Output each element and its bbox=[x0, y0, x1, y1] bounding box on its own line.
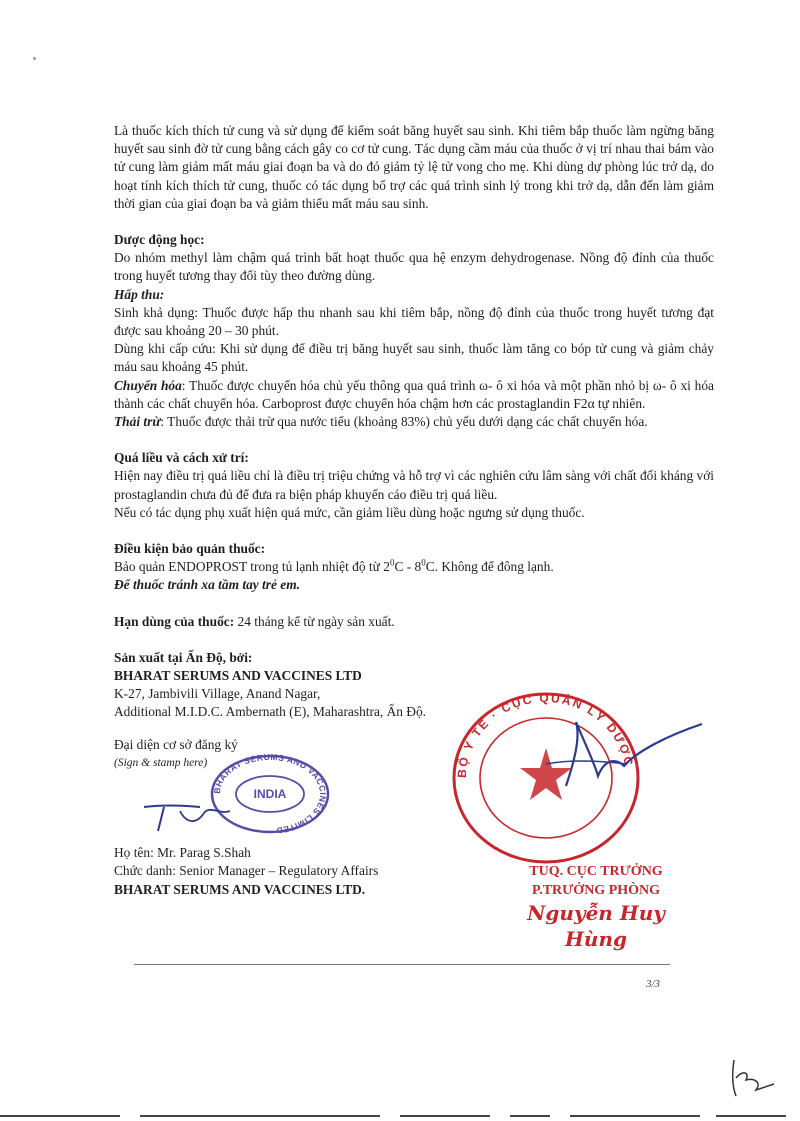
page-number: 3/3 bbox=[646, 978, 661, 990]
metabolism-label: Chuyển hóa bbox=[114, 377, 182, 393]
intro-paragraph: Là thuốc kích thích tử cung và sử dụng để kiểm soát băng huyết sau sinh. Khi tiêm bắp thuốc làm ngừng băng huyết sau sinh đờ tử cung bằng cách gây co cơ tử cung. Tác dụng cầm máu của thuốc ở vị trí nhau thai bám vào tử cung làm giảm mất máu giai đoạn ba và do đó giảm tỷ lệ tử vong cho mẹ. Khi dùng dự phòng lúc trở dạ, do hoạt tính kích thích tử cung, thuốc có tác dụng bổ trợ các quá trình sinh lý trong khi trở dạ, dẫn đến làm giảm thời gian của giai đoạn ba và giảm thiểu mất máu sau sinh. bbox=[114, 123, 714, 211]
storage-warning: Để thuốc tránh xa tầm tay trẻ em. bbox=[114, 577, 300, 593]
scan-edge-line bbox=[0, 1115, 120, 1117]
footer-divider bbox=[134, 964, 670, 965]
overdose-text-1: Hiện nay điều trị quá liều chỉ là điều trị triệu chứng và hỗ trợ vì các nghiên cứu lâm sàng với chất đối kháng với prostaglandin chưa đủ để đưa ra biện pháp khuyến cáo điều trị quá liều. bbox=[114, 468, 714, 502]
storage-text-a: Bảo quản ENDOPROST trong tủ lạnh nhiệt độ từ 2 bbox=[114, 559, 390, 575]
representative-label: Đại diện cơ sở đăng ký bbox=[114, 736, 238, 752]
seal-ring-text: BỘ Y TẾ · CỤC QUẢN LÝ DƯỢC bbox=[454, 690, 637, 779]
official-signature-stroke bbox=[536, 716, 706, 806]
storage-text bbox=[114, 558, 714, 576]
storage-sup-2: 0 bbox=[421, 557, 426, 568]
excretion-text: : Thuốc được thải trừ qua nước tiểu (khoảng 83%) chủ yếu dưới dạng các chất chuyển hóa. bbox=[160, 414, 648, 430]
absorption-label: Hấp thu: bbox=[114, 286, 165, 302]
scan-edge-line bbox=[570, 1115, 700, 1117]
manufacturer-name: BHARAT SERUMS AND VACCINES LTD bbox=[114, 668, 362, 684]
storage-sup-1: 0 bbox=[389, 557, 395, 568]
pk-heading: Dược động học: bbox=[114, 232, 205, 248]
scan-edge-line bbox=[510, 1115, 550, 1117]
scan-edge-line bbox=[400, 1115, 490, 1117]
official-signatory bbox=[496, 862, 696, 952]
pk-text: Do nhóm methyl làm chậm quá trình bất hoạt thuốc qua hệ enzym dehydrogenase. Nồng độ đỉnh của thuốc trong huyết tương thay đổi tùy theo đường dùng. bbox=[114, 250, 714, 284]
metabolism-text: : Thuốc được chuyển hóa chủ yếu thông qua quá trình ω- ô xi hóa và một phần nhỏ bị ω- ô xi hóa thành các chất chuyển hóa. Carboprost được chuyển hóa chậm hơn các prostaglandin F2α tự nhiên. bbox=[114, 377, 714, 411]
storage-heading: Điều kiện bảo quản thuốc: bbox=[114, 541, 266, 557]
representative-signature bbox=[140, 795, 260, 835]
metabolism-paragraph bbox=[114, 377, 714, 413]
stamp-ring-text: BHARAT SERUMS AND VACCINES LIMITED bbox=[211, 752, 329, 836]
excretion-label: Thải trừ bbox=[114, 414, 161, 430]
shelf-life bbox=[114, 613, 714, 631]
official-signature-name: Nguyễn Huy Hùng bbox=[527, 901, 665, 951]
representative-title: Chức danh: Senior Manager – Regulatory Affairs bbox=[114, 863, 379, 879]
manufacturer-address-2: Additional M.I.D.C. Ambernath (E), Maharashtra, Ấn Độ. bbox=[114, 704, 427, 720]
shelf-life-label: Hạn dùng của thuốc: bbox=[114, 613, 235, 629]
representative-company: BHARAT SERUMS AND VACCINES LTD. bbox=[114, 881, 366, 897]
storage-text-c: C. Không để đông lạnh. bbox=[425, 559, 554, 575]
sign-note: (Sign & stamp here) bbox=[114, 756, 208, 769]
storage-text-b: C - 8 bbox=[394, 559, 422, 575]
manufacturer-heading: Sản xuất tại Ấn Độ, bởi: bbox=[114, 649, 253, 665]
overdose-text-2: Nếu có tác dụng phụ xuất hiện quá mức, cần giảm liều dùng hoặc ngưng sử dụng thuốc. bbox=[114, 504, 585, 520]
scan-speck bbox=[33, 57, 36, 60]
official-line-1: TUQ. CỤC TRƯỞNG bbox=[529, 864, 663, 879]
shelf-life-text: 24 tháng kể từ ngày sản xuất. bbox=[234, 613, 395, 629]
scan-edge-line bbox=[140, 1115, 380, 1117]
excretion-paragraph bbox=[114, 413, 714, 431]
scan-edge-line bbox=[716, 1115, 786, 1117]
stamp-center-text: INDIA bbox=[253, 787, 287, 801]
initials-scribble bbox=[726, 1056, 776, 1100]
absorption-bioavailability: Sinh khả dụng: Thuốc được hấp thu nhanh sau khi tiêm bắp, nồng độ đỉnh của thuốc trong huyết tương đạt được sau khoảng 20 – 30 phút. bbox=[114, 304, 714, 339]
absorption-emergency: Dùng khi cấp cứu: Khi sử dụng để điều trị băng huyết sau sinh, thuốc làm tăng co bóp tử cung và giảm chảy máu sau khoảng 45 phút. bbox=[114, 341, 714, 375]
overdose-heading: Quá liều và cách xử trí: bbox=[114, 450, 249, 466]
manufacturer-address-1: K-27, Jambivili Village, Anand Nagar, bbox=[114, 686, 321, 702]
official-line-2: P.TRƯỞNG PHÒNG bbox=[531, 883, 661, 898]
representative-name: Họ tên: Mr. Parag S.Shah bbox=[114, 845, 251, 861]
